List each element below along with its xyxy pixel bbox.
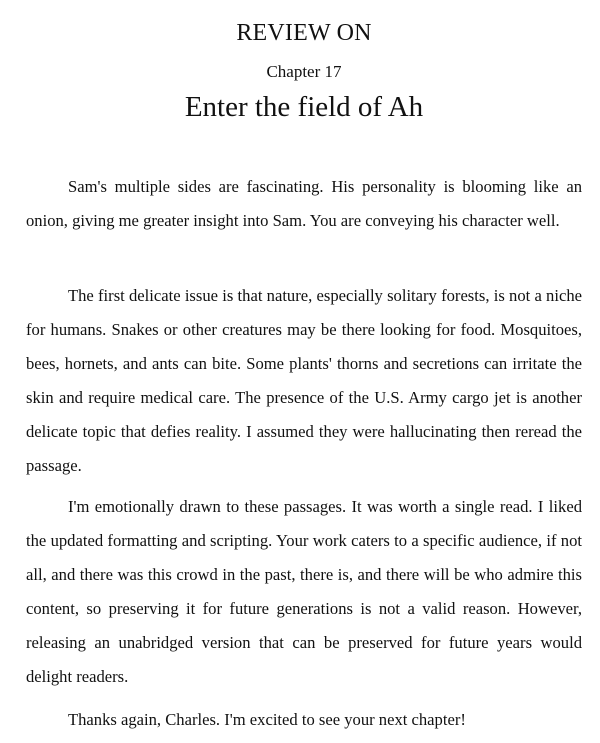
paragraph-3: I'm emotionally drawn to these passages. It was worth a single read. I liked the updated formatting and scripting. Your work caters to a specific audience, if not all, and there was this crowd in the past, there is, and there will be who admire this content, so preserving it for future generations is not a valid reason. However, releasing an unabridged version that can be preserved for future years would delight readers. bbox=[26, 497, 582, 686]
paragraph-4: Thanks again, Charles. I'm excited to see your next chapter! bbox=[68, 710, 466, 729]
chapter-name: Enter the field of Ah bbox=[184, 91, 424, 123]
paragraph-2: The first delicate issue is that nature, especially solitary forests, is not a niche for humans. Snakes or other creatures may be there looking for food. Mosquitoes, bees, hornets, and ants can bite. Some plants' thorns and secretions can irritate the skin and require medical care. The presence of the U.S. Army cargo jet is another delicate topic that defies reality. I assumed they were hallucinating then reread the passage. bbox=[26, 286, 582, 475]
chapter-label: Chapter 17 bbox=[266, 62, 342, 81]
paragraph-1: Sam's multiple sides are fascinating. His personality is blooming like an onion, giving me greater insight into Sam. You are conveying his character well. bbox=[26, 177, 582, 230]
review-title: REVIEW ON bbox=[236, 20, 372, 46]
